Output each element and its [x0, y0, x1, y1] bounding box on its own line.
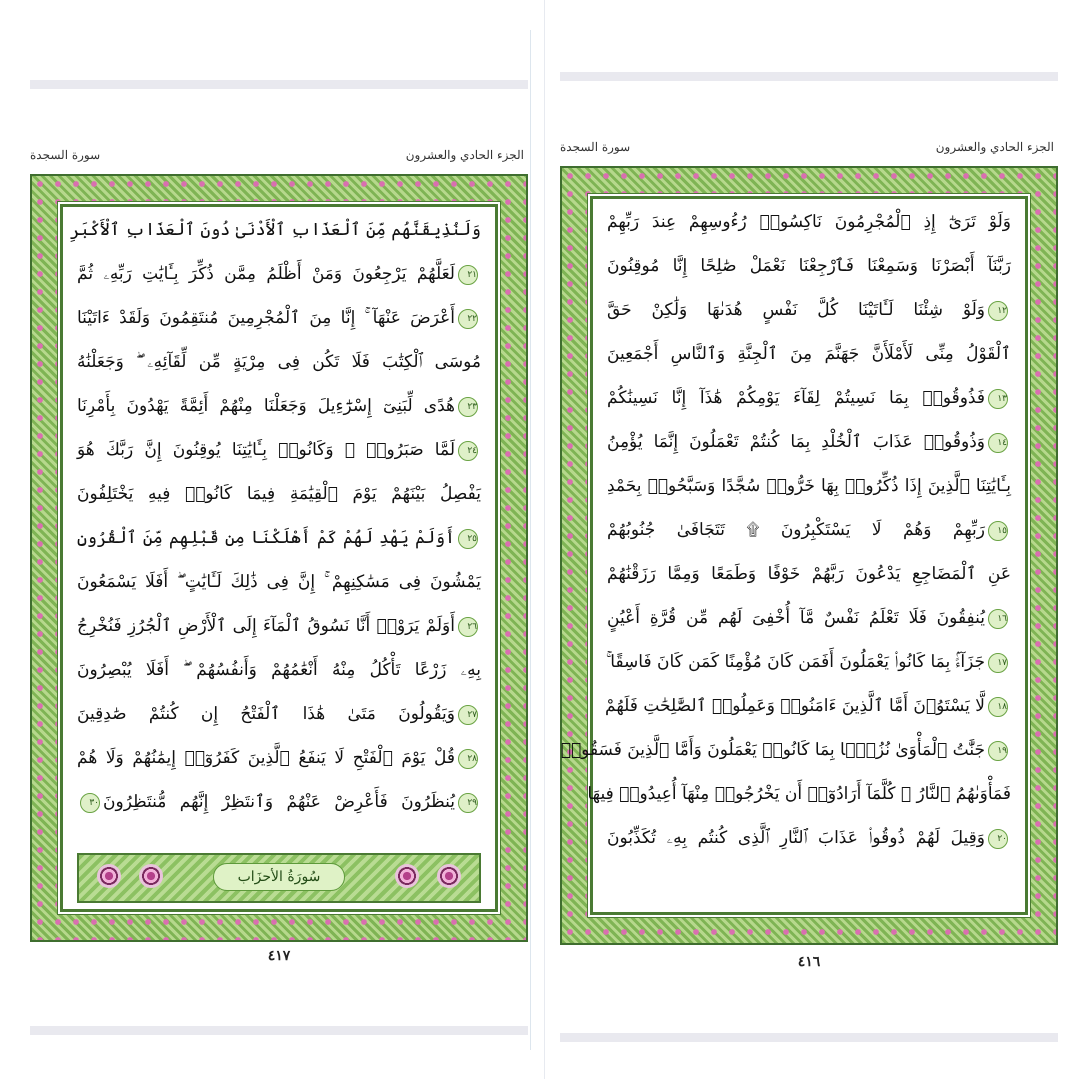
surah-label: سورة السجدة — [30, 148, 101, 162]
verse-line — [77, 695, 481, 733]
surah-title-band — [77, 853, 481, 903]
juz-label: الجزء الحادي والعشرون — [935, 140, 1054, 154]
ayah-number-marker: ٢٠ — [988, 829, 1008, 849]
verse-line — [607, 291, 1011, 329]
verse-text: يُنظَرُونَ فَأَعْرِضْ عَنْهُمْ وَٱنتَظِرْ إِنَّهُم مُّنتَظِرُونَ — [103, 792, 455, 812]
ayah-number-marker: ١٤ — [988, 433, 1008, 453]
verse-line — [77, 651, 481, 689]
verse-text: هُدًى لِّبَنِىٓ إِسْرَٰٓءِيلَ وَجَعَلْنَا مِنْهُمْ أَئِمَّةً يَهْدُونَ بِأَمْرِنَا — [77, 396, 455, 416]
verse-text: بِـَٔايَٰتِنَا ٱلَّذِينَ إِذَا ذُكِّرُوا۟ بِهَا خَرُّوا۟ سُجَّدًا وَسَبَّحُوا۟ بِحَمْدِ — [607, 476, 1011, 496]
verse-text: يَمْشُونَ فِى مَسَٰكِنِهِمْ ۚ إِنَّ فِى ذَٰلِكَ لَـَٔايَٰتٍ ۖ أَفَلَا يَسْمَعُونَ — [77, 572, 481, 592]
top-scroll-bar-left — [30, 80, 528, 89]
verse-text: ٱلْقَوْلُ مِنِّى لَأَمْلَأَنَّ جَهَنَّمَ مِنَ ٱلْجِنَّةِ وَٱلنَّاسِ أَجْمَعِينَ — [607, 344, 1011, 364]
verse-line — [607, 247, 1011, 285]
verse-line — [607, 467, 1011, 505]
verse-line — [77, 607, 481, 645]
ayah-number-marker: ١٧ — [988, 653, 1008, 673]
ayah-number-marker: ١٦ — [988, 609, 1008, 629]
verse-line — [77, 519, 481, 557]
text-area — [560, 196, 1028, 915]
verse-line — [607, 423, 1011, 461]
verse-text: مُوسَى ٱلْكِتَٰبَ فَلَا تَكُن فِى مِرْيَةٍ مِّن لِّقَآئِهِۦ ۖ وَجَعَلْنَٰهُ — [77, 352, 481, 372]
verse-text: قُلْ يَوْمَ ٱلْفَتْحِ لَا يَنفَعُ ٱلَّذِينَ كَفَرُوٓا۟ إِيمَٰنُهُمْ وَلَا هُمْ — [77, 748, 455, 768]
ayah-number-marker: ١٨ — [988, 697, 1008, 717]
page-number: ٤١٧ — [267, 948, 291, 964]
quran-page-416[interactable] — [560, 136, 1058, 976]
ayah-number-marker: ٢٩ — [458, 793, 478, 813]
ayah-number-marker: ٢٤ — [458, 441, 478, 461]
verse-text: رَبَّنَآ أَبْصَرْنَا وَسَمِعْنَا فَٱرْجِعْنَا نَعْمَلْ صَٰلِحًا إِنَّا مُوقِنُونَ — [607, 256, 1011, 276]
verse-line — [587, 775, 1011, 813]
ayah-number-marker: ١٣ — [988, 389, 1008, 409]
verse-line — [77, 563, 481, 601]
verse-text: جَنَّٰتُ ٱلْمَأْوَىٰ نُزُلًۢا بِمَا كَانُوا۟ يَعْمَلُونَ وَأَمَّا ٱلَّذِينَ فَسَقُوا۟ — [560, 740, 985, 760]
verse-text: فَذُوقُوا۟ بِمَا نَسِيتُمْ لِقَآءَ يَوْمِكُمْ هَٰذَآ إِنَّا نَسِينَٰكُمْ — [607, 388, 985, 408]
verse-line — [77, 255, 481, 293]
verse-line — [607, 335, 1011, 373]
verse-line — [607, 379, 1011, 417]
verse-line — [70, 211, 481, 249]
ayah-number-marker: ١٢ — [988, 301, 1008, 321]
verse-line — [607, 687, 1011, 725]
verse-line — [77, 475, 481, 513]
verse-text: وَيَقُولُونَ مَتَىٰ هَٰذَا ٱلْفَتْحُ إِن كُنتُمْ صَٰدِقِينَ — [77, 704, 455, 724]
verse-text: يَفْصِلُ بَيْنَهُمْ يَوْمَ ٱلْقِيَٰمَةِ فِيمَا كَانُوا۟ فِيهِ يَخْتَلِفُونَ — [77, 484, 481, 504]
verse-text: وَذُوقُوا۟ عَذَابَ ٱلْخُلْدِ بِمَا كُنتُمْ تَعْمَلُونَ إِنَّمَا يُؤْمِنُ — [607, 432, 985, 452]
verse-text: جَزَآءًۢ بِمَا كَانُوا۟ يَعْمَلُونَ أَفَمَن كَانَ مُؤْمِنًا كَمَن كَانَ فَاسِقًا ۚ — [606, 652, 985, 672]
verse-text: لَمَّا صَبَرُوا۟ ۖ وَكَانُوا۟ بِـَٔايَٰتِنَا يُوقِنُونَ إِنَّ رَبَّكَ هُوَ — [77, 440, 455, 460]
ayah-number-marker: ٢٣ — [458, 397, 478, 417]
verse-text: لَعَلَّهُمْ يَرْجِعُونَ وَمَنْ أَظْلَمُ مِمَّن ذُكِّرَ بِـَٔايَٰتِ رَبِّهِۦ ثُمَّ — [77, 264, 455, 284]
rosette-ornament — [97, 864, 121, 888]
juz-label: الجزء الحادي والعشرون — [405, 148, 524, 162]
page-header — [30, 144, 528, 168]
ayah-number-marker: ٣٠ — [80, 793, 100, 813]
verse-line — [77, 343, 481, 381]
verse-text: وَلَنُذِيقَنَّهُم مِّنَ ٱلْعَذَابِ ٱلْأَدْنَىٰ دُونَ ٱلْعَذَابِ ٱلْأَكْبَرِ — [70, 220, 481, 240]
verse-line — [607, 203, 1011, 241]
ornamental-frame — [560, 166, 1058, 945]
collage-divider — [544, 0, 545, 1079]
verse-line — [607, 643, 1011, 681]
ayah-number-marker: ١٥ — [988, 521, 1008, 541]
rosette-ornament — [395, 864, 419, 888]
page-header — [560, 136, 1058, 160]
ayah-number-marker: ٢٥ — [458, 529, 478, 549]
verse-text: لَّا يَسْتَوُۥنَ أَمَّا ٱلَّذِينَ ءَامَنُوا۟ وَعَمِلُوا۟ ٱلصَّٰلِحَٰتِ فَلَهُمْ — [605, 696, 985, 716]
verse-text: فَمَأْوَىٰهُمُ ٱلنَّارُ ۖ كُلَّمَآ أَرَادُوٓا۟ أَن يَخْرُجُوا۟ مِنْهَآ أُعِيدُوا۟ فِيهَا — [587, 784, 1011, 804]
verse-text: أَوَلَمْ يَرَوْا۟ أَنَّا نَسُوقُ ٱلْمَآءَ إِلَى ٱلْأَرْضِ ٱلْجُرُزِ فَنُخْرِجُ — [77, 616, 455, 636]
ayah-number-marker: ١٩ — [988, 741, 1008, 761]
verse-text: عَنِ ٱلْمَضَاجِعِ يَدْعُونَ رَبَّهُمْ خَوْفًا وَطَمَعًا وَمِمَّا رَزَقْنَٰهُمْ — [607, 564, 1011, 584]
verse-line — [77, 739, 481, 777]
ayah-number-marker: ٢٧ — [458, 705, 478, 725]
bottom-scroll-bar-left — [30, 1026, 528, 1035]
bottom-scroll-bar-right — [560, 1033, 1058, 1042]
top-scroll-bar-right — [560, 72, 1058, 81]
verse-line — [560, 731, 1011, 769]
quran-page-417[interactable] — [30, 144, 528, 974]
verse-line — [77, 431, 481, 469]
verse-line — [607, 511, 1011, 549]
ayah-number-marker: ٢٦ — [458, 617, 478, 637]
verse-line — [77, 387, 481, 425]
verse-text: يُنفِقُونَ فَلَا تَعْلَمُ نَفْسٌ مَّآ أُخْفِىَ لَهُم مِّن قُرَّةِ أَعْيُنٍ — [607, 608, 985, 628]
verse-text: رَبِّهِمْ وَهُمْ لَا يَسْتَكْبِرُونَ ۩ تَتَجَافَىٰ جُنُوبُهُمْ — [607, 520, 985, 540]
ayah-number-marker: ٢٢ — [458, 309, 478, 329]
page-edge-line — [530, 30, 531, 1050]
verse-text: وَلَوْ تَرَىٰٓ إِذِ ٱلْمُجْرِمُونَ نَاكِسُوا۟ رُءُوسِهِمْ عِندَ رَبِّهِمْ — [607, 212, 1011, 232]
ayah-number-marker: ٢٨ — [458, 749, 478, 769]
verse-text: وَقِيلَ لَهُمْ ذُوقُوا۟ عَذَابَ ٱلنَّارِ ٱلَّذِى كُنتُم بِهِۦ تُكَذِّبُونَ — [607, 828, 985, 848]
next-surah-title: سُورَةُ الأحزَاب — [213, 863, 345, 891]
verse-line — [607, 599, 1011, 637]
page-number: ٤١٦ — [797, 954, 821, 970]
verse-text: أَوَلَمْ يَهْدِ لَهُمْ كَمْ أَهْلَكْنَا مِن قَبْلِهِم مِّنَ ٱلْقُرُونِ — [77, 528, 455, 548]
verse-line — [77, 783, 481, 821]
rosette-ornament — [139, 864, 163, 888]
verse-text: وَلَوْ شِئْنَا لَـَٔاتَيْنَا كُلَّ نَفْسٍ هُدَىٰهَا وَلَٰكِنْ حَقَّ — [607, 300, 985, 320]
text-area — [60, 204, 498, 912]
verse-line — [607, 555, 1011, 593]
surah-label: سورة السجدة — [560, 140, 631, 154]
ornamental-frame — [30, 174, 528, 942]
verse-text: أَعْرَضَ عَنْهَآ ۚ إِنَّا مِنَ ٱلْمُجْرِمِينَ مُنتَقِمُونَ وَلَقَدْ ءَاتَيْنَا — [77, 308, 455, 328]
rosette-ornament — [437, 864, 461, 888]
ayah-number-marker: ٢١ — [458, 265, 478, 285]
verse-line — [77, 299, 481, 337]
verse-line — [607, 819, 1011, 857]
verse-text: بِهِۦ زَرْعًا تَأْكُلُ مِنْهُ أَنْعَٰمُهُمْ وَأَنفُسُهُمْ ۖ أَفَلَا يُبْصِرُونَ — [77, 660, 481, 680]
